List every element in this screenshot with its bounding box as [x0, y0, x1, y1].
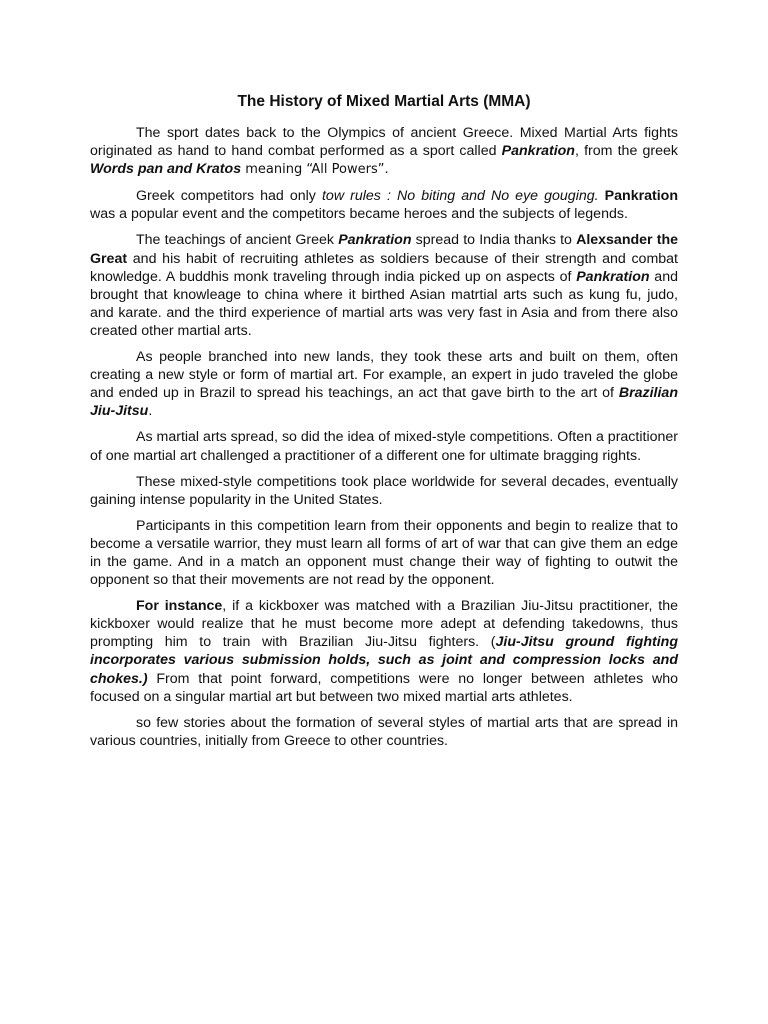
text-run: From that point forward, competitions were no longer between athletes who focused on a singular martial art but between two mixed martial arts athletes.	[90, 670, 678, 705]
text-run: The teachings of ancient Greek	[136, 232, 339, 249]
paragraph-participants: Participants in this competition learn from their opponents and begin to realize that to become a versatile warrior, they must learn all forms of art of war that can give them an edge in the game. And in a match an opponent must change their way of fighting to outwit the opponent so that their movements are not read by the opponent.	[90, 517, 678, 589]
term-pankration: Pankration	[604, 188, 678, 205]
term-bjj: Brazilian Jiu-Jitsu	[90, 385, 678, 420]
term-pankration: Pankration	[576, 268, 650, 285]
text-run: .	[148, 403, 153, 420]
text-run: As people branched into new lands, they took these arts and built on them, often creating a new style or form of martial art. For example, an expert in judo traveled the globe and ended up in Brazil to spread his teachings, an act that gave birth to the art of	[90, 349, 678, 402]
document-page	[90, 92, 678, 758]
for-instance-label: For instance	[136, 598, 223, 615]
text-run: meaning “All Powers”.	[241, 162, 389, 178]
text-run: , if a kickboxer was matched with a Brazilian Jiu-Jitsu practitioner, the kickboxer would realize that he must become more adept at defending takedowns, thus prompting him to train with Brazilian Jiu-Jitsu fighters. (	[90, 598, 679, 651]
paragraph-rules	[90, 187, 678, 223]
text-run: The sport dates back to the Olympics of ancient Greece. Mixed Martial Arts fights originated as hand to hand combat performed as a sport called	[90, 125, 678, 160]
text-run: and brought that knowleage to china where it birthed Asian matrtial arts such as kung fu, judo, and karate. and the third experience of martial arts was very fast in Asia and from there also created other martial arts.	[90, 268, 678, 339]
rules-text: tow rules : No biting and No eye gouging.	[321, 188, 599, 205]
text-run: Greek competitors had only	[136, 188, 322, 205]
paragraph-origins	[90, 124, 678, 179]
bjj-note: Jiu-Jitsu ground fighting incorporates various submission holds, such as joint and compression locks and chokes.)	[90, 634, 678, 687]
paragraph-mixed-style: As martial arts spread, so did the idea of mixed-style competitions. Often a practitioner of one martial art challenged a practitioner of a different one for ultimate bragging rights.	[90, 429, 678, 464]
term-alexander: Alexsander the Great	[90, 232, 679, 267]
paragraph-spread-india	[90, 231, 678, 340]
term-etymology: Words pan and Kratos	[90, 161, 242, 178]
text-run: , from the greek	[574, 143, 678, 160]
paragraph-new-lands	[90, 348, 678, 420]
text-run: spread to India thanks to	[411, 232, 577, 249]
text-run: was a popular event and the competitors became heroes and the subjects of legends.	[90, 206, 628, 223]
paragraph-example	[90, 597, 678, 706]
term-pankration: Pankration	[501, 143, 575, 160]
paragraph-popularity: These mixed-style competitions took place worldwide for several decades, eventually gaining intense popularity in the United States.	[90, 473, 678, 508]
document-title: The History of Mixed Martial Arts (MMA)	[237, 93, 531, 110]
text-run: and his habit of recruiting athletes as soldiers because of their strength and combat knowledge. A buddhis monk traveling through india picked up on aspects of	[90, 250, 678, 285]
term-pankration: Pankration	[338, 232, 412, 249]
paragraph-conclusion: so few stories about the formation of several styles of martial arts that are spread in various countries, initially from Greece to other countries.	[90, 714, 678, 749]
